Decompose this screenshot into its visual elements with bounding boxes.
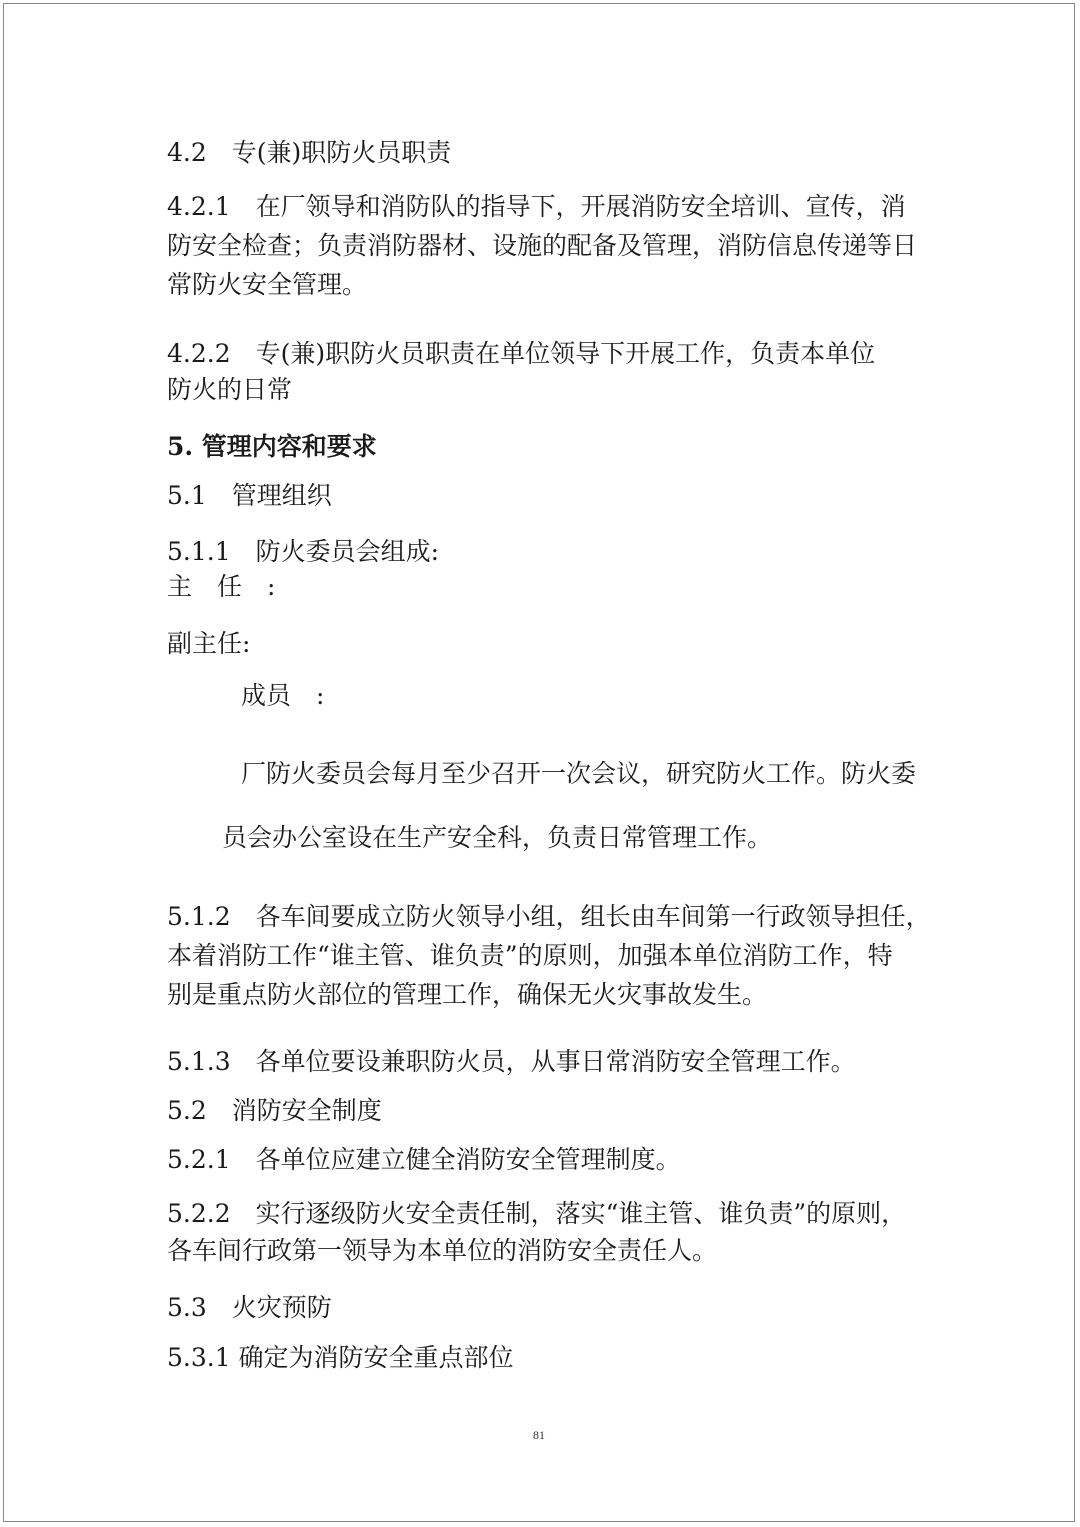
members-label: 成员 : bbox=[241, 681, 325, 710]
section-heading-5-2: 5.2 消防安全制度 bbox=[167, 1096, 382, 1125]
paragraph-4-2-2-line-1: 4.2.2 专(兼)职防火员职责在单位领导下开展工作，负责本单位 bbox=[167, 339, 876, 368]
paragraph-5-1-1: 5.1.1 防火委员会组成: bbox=[167, 537, 440, 566]
section-heading-5-1: 5.1 管理组织 bbox=[167, 481, 332, 510]
committee-meeting-line-1: 厂防火委员会每月至少召开一次会议，研究防火工作。防火委 bbox=[241, 759, 917, 788]
director-label: 主 任 : bbox=[167, 572, 276, 601]
section-heading-4-2: 4.2 专(兼)职防火员职责 bbox=[167, 138, 452, 167]
committee-meeting-line-2: 员会办公室设在生产安全科，负责日常管理工作。 bbox=[222, 823, 773, 852]
page-number: 81 bbox=[533, 1428, 545, 1442]
paragraph-4-2-1-line-1: 4.2.1 在厂领导和消防队的指导下，开展消防安全培训、宣传，消 bbox=[167, 192, 906, 221]
paragraph-5-1-2-line-2: 本着消防工作“谁主管、谁负责”的原则，加强本单位消防工作，特 bbox=[167, 941, 893, 970]
paragraph-5-3-1: 5.3.1 确定为消防安全重点部位 bbox=[167, 1343, 514, 1372]
paragraph-5-1-2-line-1: 5.1.2 各车间要成立防火领导小组，组长由车间第一行政领导担任， bbox=[167, 902, 931, 931]
paragraph-4-2-1-line-3: 常防火安全管理。 bbox=[167, 270, 368, 299]
section-heading-5: 5. 管理内容和要求 bbox=[167, 432, 377, 461]
paragraph-5-1-3: 5.1.3 各单位要设兼职防火员，从事日常消防安全管理工作。 bbox=[167, 1047, 856, 1076]
paragraph-5-2-2-line-1: 5.2.2 实行逐级防火安全责任制，落实“谁主管、谁负责”的原则， bbox=[167, 1199, 907, 1228]
deputy-director-label: 副主任: bbox=[167, 629, 251, 658]
paragraph-5-2-2-line-2: 各车间行政第一领导为本单位的消防安全责任人。 bbox=[167, 1236, 718, 1265]
paragraph-5-1-2-line-3: 别是重点防火部位的管理工作，确保无火灾事故发生。 bbox=[167, 980, 768, 1009]
section-heading-5-3: 5.3 火灾预防 bbox=[167, 1293, 332, 1322]
document-page bbox=[3, 3, 1075, 1522]
paragraph-4-2-2-line-2: 防火的日常 bbox=[167, 375, 293, 404]
paragraph-4-2-1-line-2: 防安全检查；负责消防器材、设施的配备及管理，消防信息传递等日 bbox=[167, 231, 918, 260]
paragraph-5-2-1: 5.2.1 各单位应建立健全消防安全管理制度。 bbox=[167, 1145, 681, 1174]
